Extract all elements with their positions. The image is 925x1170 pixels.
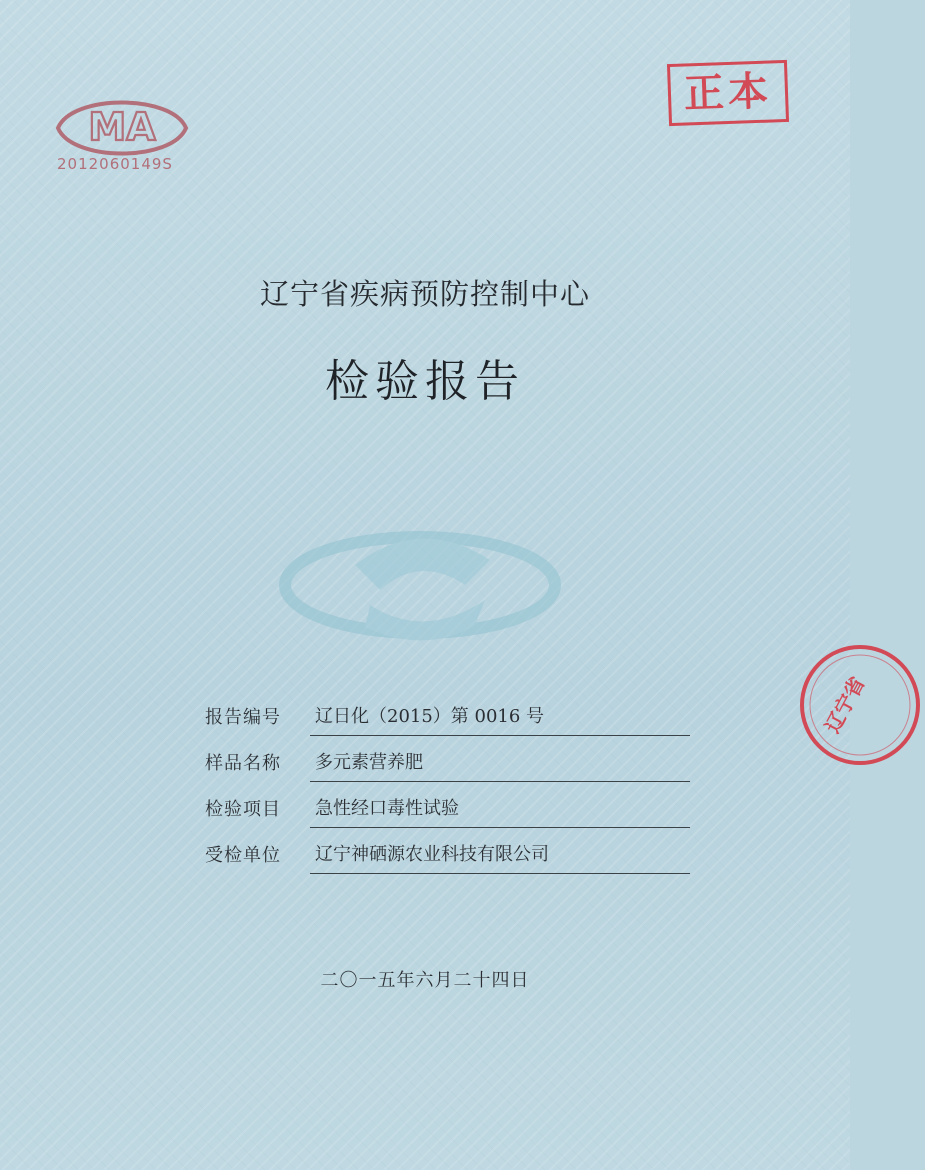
info-label: 样品名称 [205, 753, 281, 774]
info-label: 检验项目 [205, 799, 281, 820]
round-seal-text: 辽宁省 [820, 672, 870, 737]
info-row-report-number [205, 690, 690, 736]
info-row-test-item [205, 782, 690, 828]
info-label: 受检单位 [205, 845, 281, 866]
info-value: 辽宁神硒源农业科技有限公司 [310, 840, 690, 874]
info-value: 多元素营养肥 [310, 748, 690, 782]
issue-date: 二〇一五年六月二十四日 [320, 970, 530, 991]
original-copy-stamp: 正本 [667, 60, 789, 126]
issuing-organization: 辽宁省疾病预防控制中心 [259, 277, 590, 311]
info-row-client-unit [205, 828, 690, 874]
info-label: 报告编号 [205, 707, 281, 728]
official-round-seal [795, 640, 925, 770]
cdc-watermark-emblem [275, 505, 565, 655]
ma-certificate-number: 2012060149S [57, 155, 173, 173]
info-value: 急性经口毒性试验 [310, 794, 690, 828]
document-title: 检验报告 [325, 356, 525, 407]
info-row-sample-name [205, 736, 690, 782]
ma-seal-text: MA [88, 105, 156, 149]
report-info-table [205, 690, 690, 874]
info-value: 辽日化（2015）第 0016 号 [310, 702, 690, 736]
